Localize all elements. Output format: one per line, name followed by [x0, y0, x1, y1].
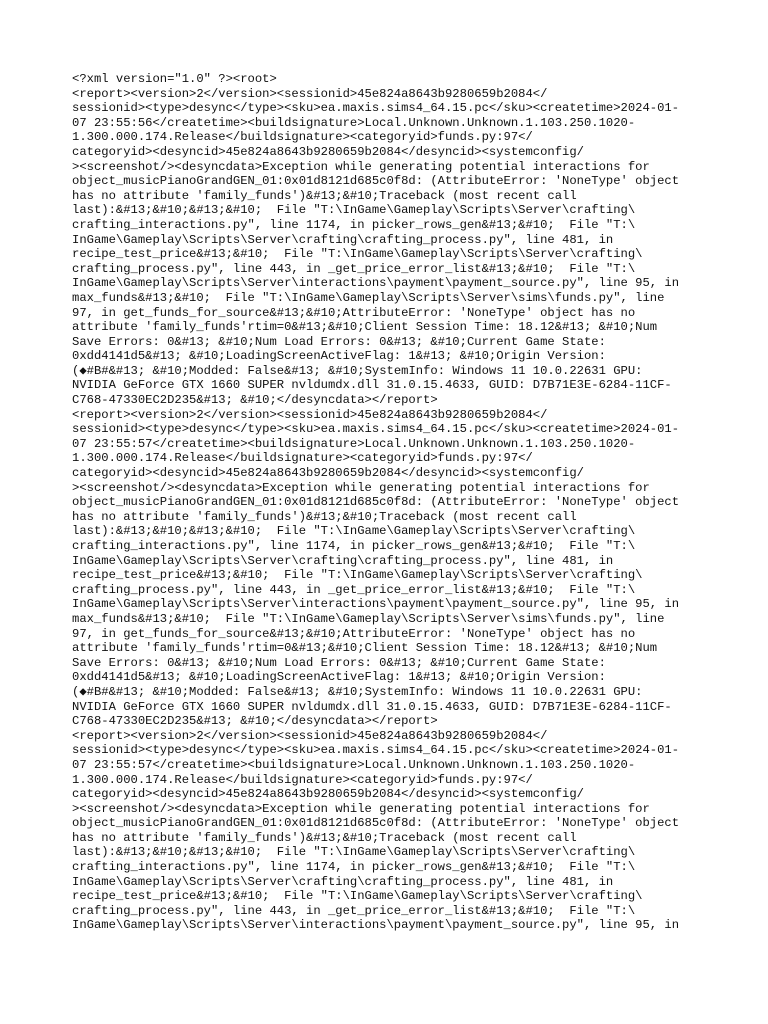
text-line: categoryid><desyncid>45e824a8643b9280659b2084</desyncid><systemconfig/ [72, 144, 584, 159]
text-line: last):&#13;&#10;&#13;&#10; File "T:\InGame\Gameplay\Scripts\Server\crafting\ [72, 845, 636, 860]
text-line: crafting_process.py", line 443, in _get_price_error_list&#13;&#10; File "T:\ [72, 903, 636, 918]
text-line: 07 23:55:57</createtime><buildsignature>Local.Unknown.Unknown.1.103.250.1020- [72, 436, 636, 451]
text-line: Save Errors: 0&#13; &#10;Num Load Errors: 0&#13; &#10;Current Game State: [72, 655, 606, 670]
text-line: last):&#13;&#10;&#13;&#10; File "T:\InGame\Gameplay\Scripts\Server\crafting\ [72, 203, 636, 218]
text-line: 1.300.000.174.Release</buildsignature><categoryid>funds.py:97</ [72, 130, 533, 145]
text-line: attribute 'family_funds'rtim=0&#13;&#10;Client Session Time: 18.12&#13; &#10;Num [72, 641, 658, 656]
text-line: sessionid><type>desync</type><sku>ea.maxis.sims4_64.15.pc</sku><createtime>2024-01- [72, 743, 680, 758]
text-line: 07 23:55:56</createtime><buildsignature>Local.Unknown.Unknown.1.103.250.1020- [72, 115, 636, 130]
text-line: ><screenshot/><desyncdata>Exception while generating potential interactions for [72, 159, 650, 174]
text-line: has no attribute 'family_funds')&#13;&#10;Traceback (most recent call [72, 188, 577, 203]
text-line: object_musicPianoGrandGEN_01:0x01d8121d685c0f8d: (AttributeError: 'NoneType' object [72, 816, 680, 831]
text-line: Save Errors: 0&#13; &#10;Num Load Errors: 0&#13; &#10;Current Game State: [72, 334, 606, 349]
text-line: InGame\Gameplay\Scripts\Server\crafting\crafting_process.py", line 481, in [72, 874, 614, 889]
text-line: last):&#13;&#10;&#13;&#10; File "T:\InGame\Gameplay\Scripts\Server\crafting\ [72, 524, 636, 539]
text-line: object_musicPianoGrandGEN_01:0x01d8121d685c0f8d: (AttributeError: 'NoneType' object [72, 174, 680, 189]
text-line: max_funds&#13;&#10; File "T:\InGame\Gameplay\Scripts\Server\sims\funds.py", line [72, 611, 665, 626]
text-line: crafting_interactions.py", line 1174, in picker_rows_gen&#13;&#10; File "T:\ [72, 539, 636, 553]
text-line: (◆#B#&#13; &#10;Modded: False&#13; &#10;SystemInfo: Windows 11 10.0.22631 GPU: [72, 363, 643, 378]
text-line: sessionid><type>desync</type><sku>ea.maxis.sims4_64.15.pc</sku><createtime>2024-01- [72, 422, 680, 437]
text-line: object_musicPianoGrandGEN_01:0x01d8121d685c0f8d: (AttributeError: 'NoneType' object [72, 495, 680, 510]
text-line: recipe_test_price&#13;&#10; File "T:\InGame\Gameplay\Scripts\Server\crafting\ [72, 247, 643, 262]
text-line: (◆#B#&#13; &#10;Modded: False&#13; &#10;SystemInfo: Windows 11 10.0.22631 GPU: [72, 684, 643, 699]
text-line: categoryid><desyncid>45e824a8643b9280659b2084</desyncid><systemconfig/ [72, 466, 584, 481]
text-line: NVIDIA GeForce GTX 1660 SUPER nvldumdx.dll 31.0.15.4633, GUID: D7B71E3E-6284-11CF- [72, 378, 672, 393]
text-line: <report><version>2</version><sessionid>45e824a8643b9280659b2084</ [72, 728, 548, 743]
text-line: attribute 'family_funds'rtim=0&#13;&#10;Client Session Time: 18.12&#13; &#10;Num [72, 320, 658, 335]
text-line: 1.300.000.174.Release</buildsignature><categoryid>funds.py:97</ [72, 772, 533, 787]
text-line: 0xdd4141d5&#13; &#10;LoadingScreenActiveFlag: 1&#13; &#10;Origin Version: [72, 670, 606, 685]
text-line: crafting_process.py", line 443, in _get_price_error_list&#13;&#10; File "T:\ [72, 582, 636, 597]
text-line: InGame\Gameplay\Scripts\Server\crafting\crafting_process.py", line 481, in [72, 553, 614, 568]
text-line: InGame\Gameplay\Scripts\Server\interactions\payment\payment_source.py", line 95, in [72, 597, 680, 612]
text-line: InGame\Gameplay\Scripts\Server\crafting\crafting_process.py", line 481, in [72, 232, 614, 247]
text-line: categoryid><desyncid>45e824a8643b9280659b2084</desyncid><systemconfig/ [72, 787, 584, 802]
text-line: crafting_process.py", line 443, in _get_price_error_list&#13;&#10; File "T:\ [72, 261, 636, 276]
text-line: recipe_test_price&#13;&#10; File "T:\InGame\Gameplay\Scripts\Server\crafting\ [72, 889, 643, 904]
text-line: C768-47330EC2D235&#13; &#10;</desyncdata></report> [72, 393, 438, 408]
text-line: 1.300.000.174.Release</buildsignature><categoryid>funds.py:97</ [72, 451, 533, 466]
text-line: <?xml version="1.0" ?><root> [72, 72, 277, 86]
text-line: <report><version>2</version><sessionid>45e824a8643b9280659b2084</ [72, 407, 548, 422]
text-line: has no attribute 'family_funds')&#13;&#10;Traceback (most recent call [72, 830, 577, 845]
text-line: crafting_interactions.py", line 1174, in picker_rows_gen&#13;&#10; File "T:\ [72, 217, 636, 232]
text-line: recipe_test_price&#13;&#10; File "T:\InGame\Gameplay\Scripts\Server\crafting\ [72, 568, 643, 583]
text-line: C768-47330EC2D235&#13; &#10;</desyncdata></report> [72, 714, 438, 729]
text-line: 97, in get_funds_for_source&#13;&#10;AttributeError: 'NoneType' object has no [72, 305, 636, 320]
text-line: NVIDIA GeForce GTX 1660 SUPER nvldumdx.dll 31.0.15.4633, GUID: D7B71E3E-6284-11CF- [72, 699, 672, 714]
text-line: has no attribute 'family_funds')&#13;&#10;Traceback (most recent call [72, 509, 577, 524]
text-line: max_funds&#13;&#10; File "T:\InGame\Gameplay\Scripts\Server\sims\funds.py", line [72, 290, 665, 305]
text-line: 0xdd4141d5&#13; &#10;LoadingScreenActiveFlag: 1&#13; &#10;Origin Version: [72, 349, 606, 364]
text-line: ><screenshot/><desyncdata>Exception while generating potential interactions for [72, 480, 650, 495]
document-page [72, 72, 712, 933]
text-line: ><screenshot/><desyncdata>Exception while generating potential interactions for [72, 801, 650, 816]
text-line: InGame\Gameplay\Scripts\Server\interactions\payment\payment_source.py", line 95, in [72, 918, 680, 933]
text-line: crafting_interactions.py", line 1174, in picker_rows_gen&#13;&#10; File "T:\ [72, 860, 636, 875]
text-line: sessionid><type>desync</type><sku>ea.maxis.sims4_64.15.pc</sku><createtime>2024-01- [72, 101, 680, 116]
text-line: 97, in get_funds_for_source&#13;&#10;AttributeError: 'NoneType' object has no [72, 626, 636, 641]
text-line: <report><version>2</version><sessionid>45e824a8643b9280659b2084</ [72, 86, 548, 101]
text-line: 07 23:55:57</createtime><buildsignature>Local.Unknown.Unknown.1.103.250.1020- [72, 757, 636, 772]
text-line: InGame\Gameplay\Scripts\Server\interactions\payment\payment_source.py", line 95, in [72, 276, 680, 291]
